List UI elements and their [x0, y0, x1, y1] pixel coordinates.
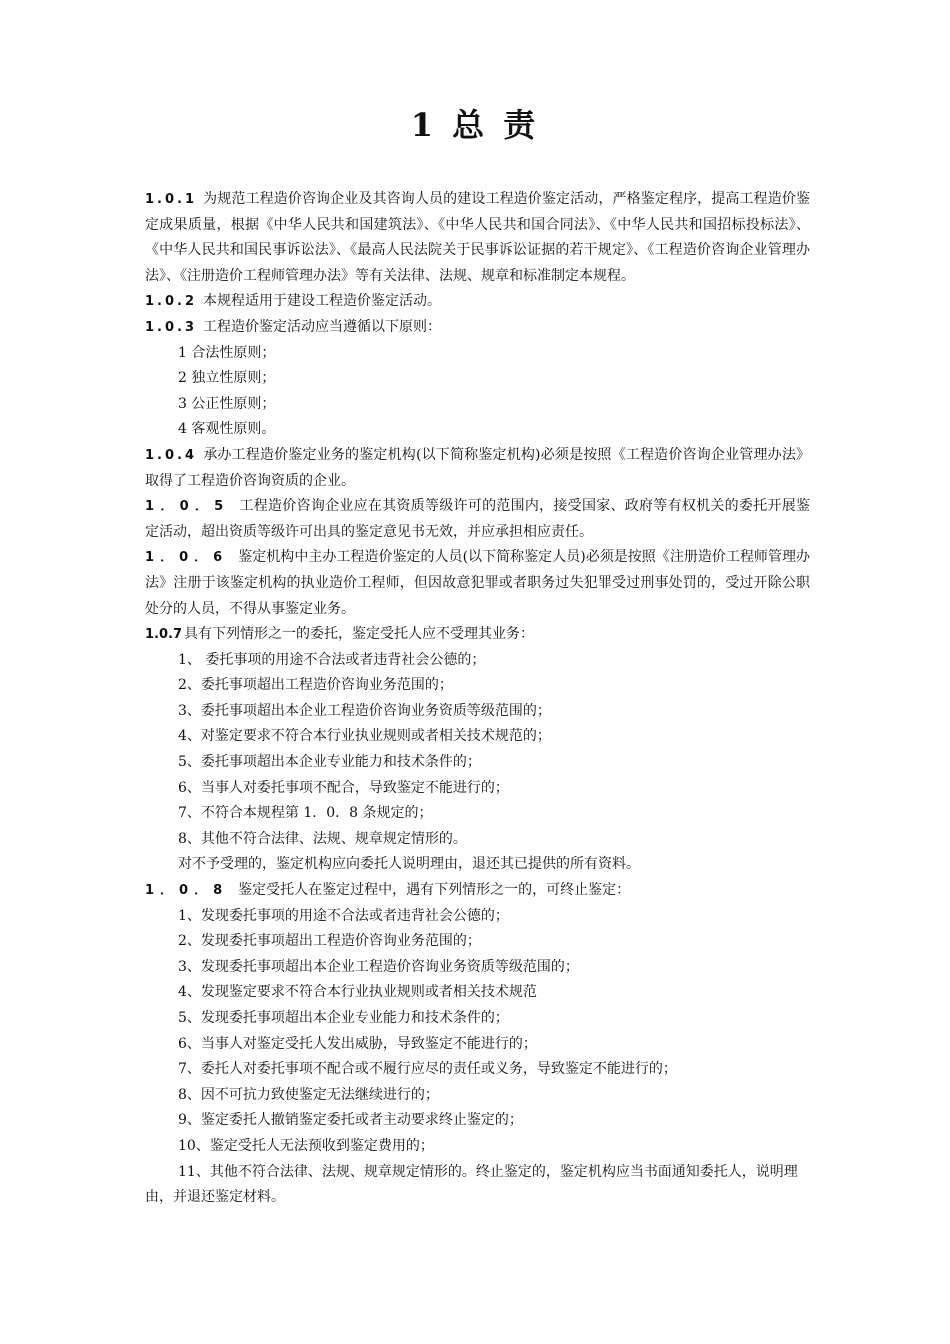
list-item: 2、委托事项超出工程造价咨询业务范围的；: [178, 677, 453, 694]
list-item: 1、发现委托事项的用途不合法或者违背社会公德的；: [178, 907, 509, 924]
clause-number: 1.0.2: [145, 294, 198, 310]
clause-1-0-6: [145, 545, 810, 622]
clause-text: 鉴定机构中主办工程造价鉴定的人员(以下简称鉴定人员)必须是按照《注册造价工程师管理办法》注册于该鉴定机构的执业造价工程师，但因故意犯罪或者职务过失犯罪受过刑事处罚的，受过开除公职处分的人员，不得从事鉴定业务。: [145, 549, 810, 617]
list-item: 8、因不可抗力致使鉴定无法继续进行的；: [178, 1086, 439, 1103]
clause-number: 1.0.7: [145, 627, 183, 643]
list-item: 1、 委托事项的用途不合法或者违背社会公德的；: [178, 651, 486, 668]
list-item: 2 独立性原则；: [178, 370, 276, 387]
clause-text: 本规程适用于建设工程造价鉴定活动。: [203, 293, 442, 310]
clause-text: 工程造价咨询企业应在其资质等级许可的范围内，接受国家、政府等有权机关的委托开展鉴定活动，超出资质等级许可出具的鉴定意见书无效，并应承担相应责任。: [145, 498, 810, 540]
clause-text: 为规范工程造价咨询企业及其咨询人员的建设工程造价鉴定活动，严格鉴定程序，提高工程造价鉴定成果质量，根据《中华人民共和国建筑法》、《中华人民共和国合同法》、《中华人民共和国招标投标法》、《中华人民共和国民事诉讼法》、《最高人民法院关于民事诉讼证据的若干规定》、《工程造价咨询企业管理办法》、《注册造价工程师管理办法》等有关法律、法规、规章和标准制定本规程。: [145, 191, 810, 284]
clause-number: 1.0.3: [145, 319, 198, 335]
clause-text: 承办工程造价鉴定业务的鉴定机构(以下简称鉴定机构)必须是按照《工程造价咨询企业管理办法》取得了工程造价咨询资质的企业。: [145, 446, 810, 489]
list-item: 1 合法性原则；: [178, 344, 276, 361]
clause-number: 1.0.1: [145, 192, 198, 207]
list-item: 10、鉴定受托人无法预收到鉴定费用的；: [178, 1137, 434, 1154]
list-item: 8、其他不符合法律、法规、规章规定情形的。: [178, 830, 467, 847]
document-body: [145, 187, 810, 1211]
list-item: 5、委托事项超出本企业专业能力和技术条件的；: [178, 754, 481, 771]
clause-1-0-2: [145, 289, 810, 315]
clause-1-0-5: [145, 494, 810, 545]
list-item: 6、当事人对委托事项不配合，导致鉴定不能进行的；: [178, 779, 509, 796]
list-item: 4 客观性原则。: [178, 421, 276, 438]
clause-number: 1．0．8: [145, 883, 229, 899]
list-item: 7、委托人对委托事项不配合或不履行应尽的责任或义务，导致鉴定不能进行的；: [178, 1061, 677, 1078]
list-item: 5、发现委托事项超出本企业专业能力和技术条件的；: [178, 1010, 509, 1026]
list-item: 11、其他不符合法律、法规、规章规定情形的。终止鉴定的，鉴定机构应当书面通知委托人，说明理由，并退还鉴定材料。: [145, 1163, 798, 1206]
clause-text: 工程造价鉴定活动应当遵循以下原则：: [203, 318, 442, 335]
clause-number: 1.0.4: [145, 447, 198, 463]
clause-number: 1．0．5: [145, 499, 230, 515]
list-item: 6、当事人对鉴定受托人发出威胁，导致鉴定不能进行的；: [178, 1035, 537, 1052]
list-item: 3、委托事项超出本企业工程造价咨询业务资质等级范围的；: [178, 702, 551, 719]
clause-note: 对不予受理的，鉴定机构应向委托人说明理由，退还其已提供的所有资料。: [178, 856, 640, 873]
list-item: 4、对鉴定要求不符合本行业执业规则或者相关技术规范的；: [178, 728, 551, 745]
clause-1-0-4: [145, 443, 810, 494]
list-item: 3、发现委托事项超出本企业工程造价咨询业务资质等级范围的；: [178, 958, 579, 975]
clause-1-0-1: [145, 187, 810, 289]
list-item: 9、鉴定委托人撤销鉴定委托或者主动要求终止鉴定的；: [178, 1112, 523, 1129]
list-item: 7、不符合本规程第 1．0．8 条规定的；: [178, 805, 433, 822]
list-item: 3 公正性原则；: [178, 395, 276, 412]
page-title: 1 总 责: [410, 106, 540, 144]
list-item: 4、发现鉴定要求不符合本行业执业规则或者相关技术规范: [178, 984, 537, 1001]
clause-1-0-8: [145, 878, 810, 904]
clause-text: 具有下列情形之一的委托，鉴定受托人应不受理其业务：: [184, 626, 535, 643]
clause-1-0-7: [145, 622, 810, 648]
list-item: 2、发现委托事项超出工程造价咨询业务范围的；: [178, 933, 481, 950]
clause-1-0-3: [145, 315, 810, 341]
clause-number: 1．0．6: [145, 550, 229, 566]
clause-text: 鉴定受托人在鉴定过程中，遇有下列情形之一的，可终止鉴定：: [238, 882, 631, 899]
